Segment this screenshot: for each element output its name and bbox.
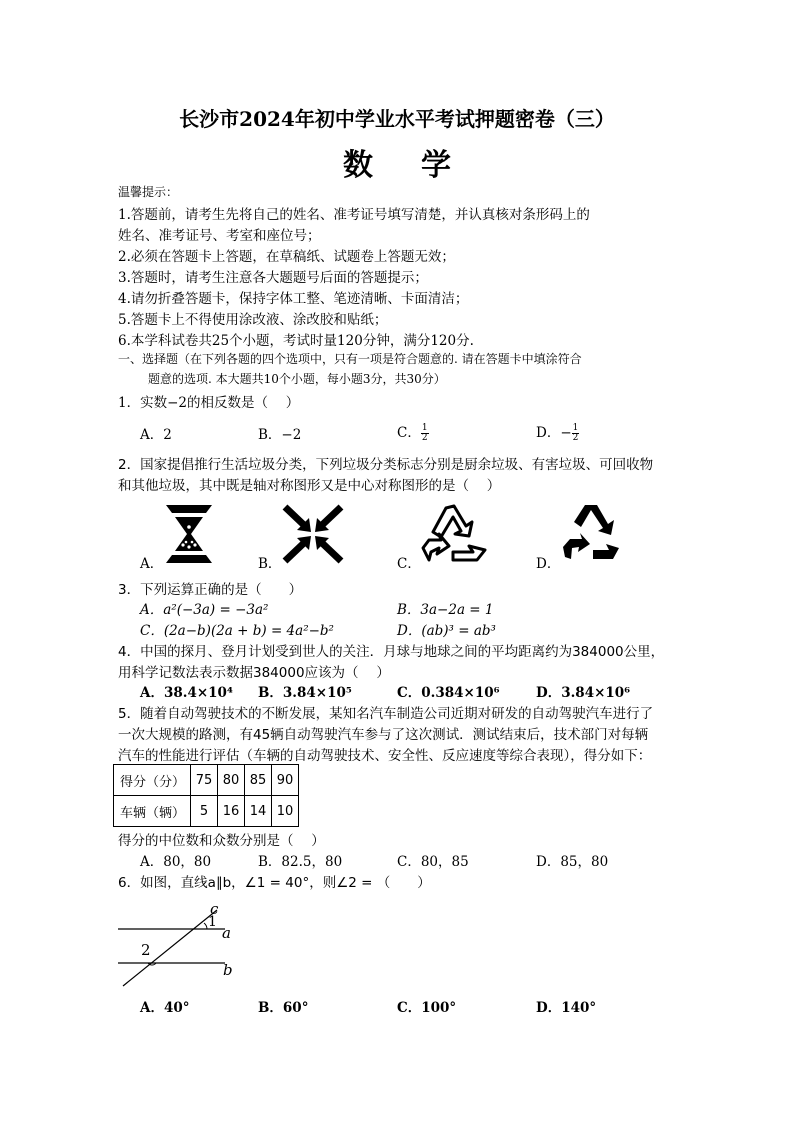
q1-option-b: B．−2	[258, 427, 302, 443]
q6-option-a: A．40°	[140, 1000, 190, 1016]
table-cell: 16	[218, 796, 245, 827]
angle-2-label: 2	[141, 941, 151, 959]
line-c-label: c	[210, 900, 219, 918]
tip-line: 1.答题前，请考生先将自己的姓名、准考证号填写清楚，并认真核对条形码上的	[118, 207, 590, 223]
harmful-waste-icon	[281, 503, 345, 565]
q1-option-d-fraction	[572, 424, 580, 443]
q3-option-c: C．(2a−b)(2a + b) = 4a²−b²	[140, 623, 334, 639]
tip-line: 3.答题时，请考生注意各大题题号后面的答题提示；	[118, 270, 428, 286]
tip-line: 5.答题卡上不得使用涂改液、涂改胶和贴纸；	[118, 312, 388, 328]
tip-line: 4.请勿折叠答题卡，保持字体工整、笔迹清晰、卡面清洁；	[118, 291, 469, 307]
q2-option-d: D．	[536, 556, 561, 572]
q1-option-d	[536, 421, 579, 443]
kitchen-waste-icon	[163, 503, 215, 565]
table-cell: 10	[272, 796, 299, 827]
fraction-denominator: 2	[572, 433, 579, 443]
q1-option-d-label: D．−	[536, 425, 572, 441]
q4-option-c: C．0.384×10⁶	[397, 685, 500, 701]
fraction-numerator: 1	[421, 423, 428, 433]
q5-stem: 5．随着自动驾驶技术的不断发展，某知名汽车制造公司近期对研发的自动驾驶汽车进行了	[118, 706, 654, 722]
q5-option-b: B．82.5，80	[258, 854, 343, 870]
tip-line: 2.必须在答题卡上答题，在草稿纸、试题卷上答题无效；	[118, 249, 455, 265]
q2-option-b: B．	[258, 556, 282, 572]
q1-option-c-label: C．	[397, 425, 421, 441]
subject-title: 数学	[343, 148, 499, 183]
table-cell: 14	[245, 796, 272, 827]
q4-option-a: A．38.4×10⁴	[140, 685, 233, 701]
table-cell: 80	[218, 765, 245, 796]
table-row	[114, 796, 299, 827]
line-b-label: b	[223, 961, 233, 979]
tip-line: 6.本学科试卷共25个小题，考试时量120分钟，满分120分.	[118, 333, 474, 349]
q4-stem-cont: 用科学记数法表示数据384000应该为（ ）	[118, 665, 390, 681]
q5-stem-cont: 汽车的性能进行评估（车辆的自动驾驶技术、安全性、反应速度等综合表现），得分如下：	[118, 748, 652, 764]
table-row	[114, 765, 299, 796]
q3-option-d: D．(ab)³ = ab³	[397, 623, 496, 639]
section-heading-cont: 题意的选项. 本大题共10个小题，每小题3分，共30分）	[148, 372, 446, 386]
angle-1-label: 1	[208, 914, 217, 930]
q1-option-a: A．2	[140, 427, 172, 443]
q5-option-a: A．80，80	[140, 854, 212, 870]
q1-option-c	[397, 421, 429, 443]
tip-line: 姓名、准考证号、考室和座位号；	[118, 228, 321, 244]
q4-option-b: B．3.84×10⁵	[258, 685, 352, 701]
score-table	[113, 764, 299, 827]
table-cell: 5	[191, 796, 218, 827]
q6-option-d: D．140°	[536, 1000, 597, 1016]
recycle-outline-icon	[419, 502, 489, 566]
table-header-cell: 得分（分）	[114, 765, 191, 796]
parallel-lines-figure	[115, 900, 245, 990]
q2-stem: 2．国家提倡推行生活垃圾分类，下列垃圾分类标志分别是厨余垃圾、有害垃圾、可回收物	[118, 457, 654, 473]
q3-option-a: A．a²(−3a) = −3a²	[140, 602, 269, 618]
q1-stem: 1．实数−2的相反数是（ ）	[118, 395, 300, 411]
q6-stem: 6．如图，直线a∥b，∠1 = 40°，则∠2 = （ ）	[118, 875, 431, 891]
fraction-numerator: 1	[572, 423, 579, 433]
table-cell: 90	[272, 765, 299, 796]
recycle-solid-icon	[561, 502, 621, 564]
q5-option-c: C．80，85	[397, 854, 469, 870]
table-header-cell: 车辆（辆）	[114, 796, 191, 827]
q1-option-c-fraction	[421, 424, 429, 443]
line-a-label: a	[222, 924, 231, 942]
q4-option-d: D．3.84×10⁶	[536, 685, 631, 701]
section-heading: 一、选择题（在下列各题的四个选项中，只有一项是符合题意的. 请在答题卡中填涂符合	[118, 352, 582, 366]
exam-title: 长沙市2024年初中学业水平考试押题密卷（三）	[179, 107, 615, 131]
fraction-denominator: 2	[421, 433, 428, 443]
q3-stem: 3．下列运算正确的是（ ）	[118, 582, 303, 598]
q4-stem: 4．中国的探月、登月计划受到世人的关注．月球与地球之间的平均距离约为384000公里，	[118, 644, 665, 660]
q5-question: 得分的中位数和众数分别是（ ）	[118, 833, 325, 849]
table-cell: 75	[191, 765, 218, 796]
q6-option-c: C．100°	[397, 1000, 457, 1016]
q2-stem-cont: 和其他垃圾，其中既是轴对称图形又是中心对称图形的是（ ）	[118, 478, 501, 494]
table-cell: 85	[245, 765, 272, 796]
q5-option-d: D．85，80	[536, 854, 609, 870]
tips-heading: 温馨提示：	[118, 185, 179, 199]
q2-option-c: C．	[397, 556, 421, 572]
q2-option-a: A．	[140, 556, 164, 572]
q3-option-b: B．3a−2a = 1	[397, 602, 494, 618]
q6-option-b: B．60°	[258, 1000, 309, 1016]
q5-stem-cont: 一次大规模的路测，有45辆自动驾驶汽车参与了这次测试．测试结束后，技术部门对每辆	[118, 727, 649, 743]
